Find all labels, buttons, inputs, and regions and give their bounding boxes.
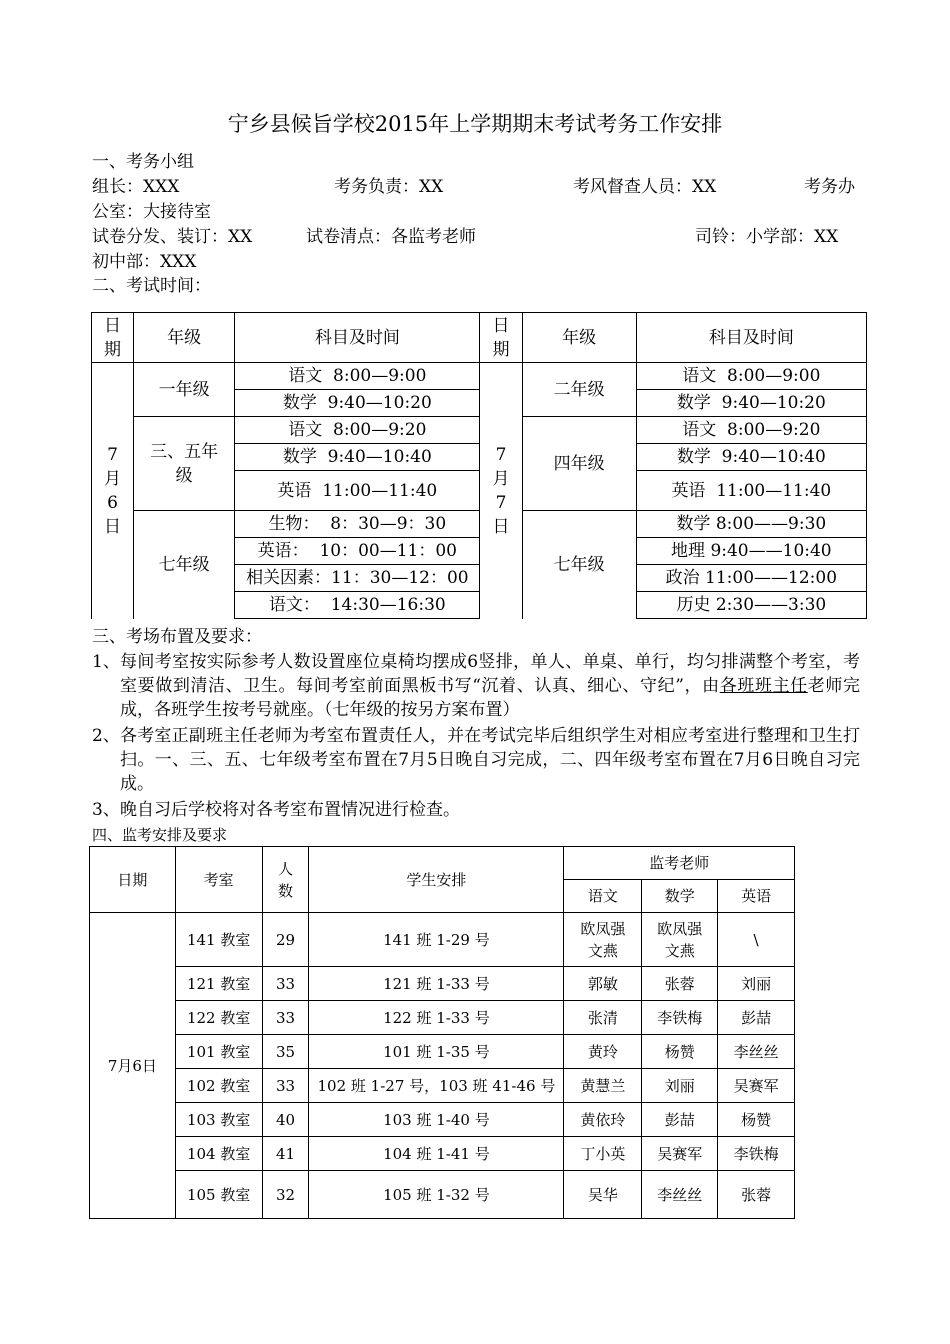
table-header-row — [92, 313, 867, 363]
requirement-1-num: 1、 — [92, 652, 120, 672]
section4-heading: 四、监考安排及要求 — [92, 826, 228, 844]
room-cell: 102 教室 — [175, 1069, 262, 1103]
bell-text: 司铃：小学部：XX — [695, 227, 839, 247]
students-cell: 121 班 1-33 号 — [309, 967, 564, 1001]
chinese-cell: 郭敏 — [564, 967, 642, 1001]
day2-row-1: 语文 8:00—9:00 — [636, 363, 866, 390]
day2-row-2: 数学 9:40—10:20 — [636, 390, 866, 417]
day1-row-4: 数学 9:40—10:40 — [235, 444, 480, 471]
chinese-cell-text: 欧凤强文燕 — [580, 919, 626, 960]
count-cell: 32 — [262, 1171, 309, 1219]
header-chinese: 语文 — [564, 880, 642, 913]
header-count-text: 人数 — [278, 859, 294, 900]
students-cell: 104 班 1-41 号 — [309, 1137, 564, 1171]
header-grade: 年级 — [134, 313, 235, 363]
requirement-1-body — [120, 650, 860, 722]
chinese-cell — [564, 913, 642, 967]
header-room: 考室 — [175, 847, 262, 913]
chinese-cell: 吴华 — [564, 1171, 642, 1219]
requirement-1-post: 老师完成，各班学生按考号就座。（七年级的按另方案布置） — [120, 676, 861, 720]
requirement-1 — [92, 650, 860, 722]
english-cell: 杨赞 — [718, 1103, 795, 1137]
header-date-2 — [480, 313, 522, 363]
header-english: 英语 — [718, 880, 795, 913]
day1-date — [92, 363, 134, 619]
math-cell-text: 欧凤强文燕 — [657, 919, 703, 960]
count-cell: 33 — [262, 967, 309, 1001]
day2-row-5: 英语 11:00—11:40 — [636, 471, 866, 511]
requirement-3 — [92, 798, 860, 822]
room-cell: 122 教室 — [175, 1001, 262, 1035]
table-row — [90, 1103, 795, 1137]
day1-row-3: 语文 8:00—9:20 — [235, 417, 480, 444]
room-cell: 121 教室 — [175, 967, 262, 1001]
day1-row-6: 生物： 8：30—9：30 — [235, 511, 480, 538]
section2-heading: 二、考试时间： — [92, 276, 211, 296]
room-cell: 141 教室 — [175, 913, 262, 967]
english-cell: 张蓉 — [718, 1171, 795, 1219]
english-cell: 李丝丝 — [718, 1035, 795, 1069]
header-date-text-2: 日期 — [492, 315, 510, 360]
count-cell: 33 — [262, 1069, 309, 1103]
day1-row-2: 数学 9:40—10:20 — [235, 390, 480, 417]
day2-grade2: 二年级 — [522, 363, 636, 417]
office-text-b: 公室：大接待室 — [92, 202, 211, 222]
requirement-2 — [92, 724, 860, 796]
room-cell: 103 教室 — [175, 1103, 262, 1137]
header-subject: 科目及时间 — [235, 313, 480, 363]
requirement-2-body: 各考室正副班主任老师为考室布置责任人，并在考试完毕后组织学生对相应考室进行整理和卫生打扫。一、三、五、七年级考室布置在7月5日晚自习完成，二、四年级考室布置在7月6日晚自习完成。 — [120, 726, 860, 794]
count-cell: 40 — [262, 1103, 309, 1137]
supervisor-text: 考风督查人员：XX — [573, 177, 717, 197]
header-math: 数学 — [642, 880, 718, 913]
day1-row-5: 英语 11:00—11:40 — [235, 471, 480, 511]
table-row — [90, 913, 795, 967]
requirement-1-underline: 各班班主任 — [719, 676, 808, 696]
day2-grade4: 四年级 — [522, 417, 636, 511]
header-students: 学生安排 — [309, 847, 564, 913]
office-text-a: 考务办 — [804, 177, 855, 197]
count-cell: 35 — [262, 1035, 309, 1069]
day1-grade1: 一年级 — [134, 363, 235, 417]
exam-time-table — [91, 312, 867, 619]
table-row — [90, 1137, 795, 1171]
section1-heading: 一、考务小组 — [92, 152, 194, 172]
header-grade-2: 年级 — [522, 313, 636, 363]
day2-grade7: 七年级 — [522, 511, 636, 619]
table-row — [92, 417, 867, 444]
day2-row-4: 数学 9:40—10:40 — [636, 444, 866, 471]
room-cell: 101 教室 — [175, 1035, 262, 1069]
day2-row-6: 数学 8:00——9:30 — [636, 511, 866, 538]
chinese-cell: 黄玲 — [564, 1035, 642, 1069]
count-cell: 33 — [262, 1001, 309, 1035]
math-cell: 李铁梅 — [642, 1001, 718, 1035]
day2-date-text: 7月7日 — [492, 444, 510, 537]
header-date: 日期 — [90, 847, 176, 913]
day1-grade35-text: 三、五年级 — [150, 441, 219, 486]
math-cell: 张蓉 — [642, 967, 718, 1001]
table-header-row — [90, 847, 795, 880]
chinese-cell: 张清 — [564, 1001, 642, 1035]
document-title: 宁乡县候旨学校2015年上学期期末考试考务工作安排 — [227, 112, 723, 136]
room-cell: 104 教室 — [175, 1137, 262, 1171]
english-cell: \ — [718, 913, 795, 967]
students-cell: 102 班 1-27 号，103 班 41-46 号 — [309, 1069, 564, 1103]
students-cell: 103 班 1-40 号 — [309, 1103, 564, 1137]
chinese-cell: 黄慧兰 — [564, 1069, 642, 1103]
leader-text: 组长：XXX — [92, 177, 180, 197]
day1-row-8: 相关因素：11：30—12：00 — [235, 565, 480, 592]
day1-grade7: 七年级 — [134, 511, 235, 619]
table-row — [90, 1171, 795, 1219]
proctor-date: 7月6日 — [90, 913, 176, 1219]
students-cell: 101 班 1-35 号 — [309, 1035, 564, 1069]
requirement-3-body: 晚自习后学校将对各考室布置情况进行检查。 — [120, 800, 460, 820]
section3-heading: 三、考场布置及要求： — [92, 627, 262, 647]
header-proctors: 监考老师 — [564, 847, 795, 880]
day1-grade35 — [134, 417, 235, 511]
table-row — [90, 1069, 795, 1103]
math-cell: 彭喆 — [642, 1103, 718, 1137]
day1-row-1: 语文 8:00—9:00 — [235, 363, 480, 390]
day2-row-7: 地理 9:40——10:40 — [636, 538, 866, 565]
english-cell: 吴赛军 — [718, 1069, 795, 1103]
day1-row-7: 英语： 10：00—11：00 — [235, 538, 480, 565]
requirement-3-num: 3、 — [92, 800, 120, 820]
distribution-text: 试卷分发、装订：XX — [92, 227, 253, 247]
math-cell: 杨赞 — [642, 1035, 718, 1069]
table-row — [90, 967, 795, 1001]
table-row — [92, 511, 867, 538]
count-cell: 41 — [262, 1137, 309, 1171]
chinese-cell: 丁小英 — [564, 1137, 642, 1171]
english-cell: 刘丽 — [718, 967, 795, 1001]
requirement-2-num: 2、 — [92, 726, 120, 746]
math-cell: 李丝丝 — [642, 1171, 718, 1219]
english-cell: 彭喆 — [718, 1001, 795, 1035]
header-date-text: 日期 — [104, 315, 122, 360]
table-row — [90, 1035, 795, 1069]
proctor-table — [89, 846, 795, 1219]
header-date — [92, 313, 134, 363]
middle-school-text: 初中部：XXX — [92, 252, 197, 272]
header-subject-2: 科目及时间 — [636, 313, 866, 363]
exam-head-text: 考务负责：XX — [334, 177, 444, 197]
day2-row-3: 语文 8:00—9:20 — [636, 417, 866, 444]
requirement-1-pre: 每间考室按实际参考人数设置座位桌椅均摆成6竖排，单人、单桌、单行，均匀排满整个考室，考室要做到清洁、卫生。每间考室前面黑板书写“沉着、认真、细心、守纪”，由 — [120, 652, 860, 696]
day2-date — [480, 363, 522, 619]
checking-text: 试卷清点：各监考老师 — [306, 227, 476, 247]
count-cell: 29 — [262, 913, 309, 967]
header-count — [262, 847, 309, 913]
math-cell: 吴赛军 — [642, 1137, 718, 1171]
english-cell: 李铁梅 — [718, 1137, 795, 1171]
day1-date-text: 7月6日 — [104, 444, 122, 537]
table-row — [92, 363, 867, 390]
students-cell: 122 班 1-33 号 — [309, 1001, 564, 1035]
chinese-cell: 黄依玲 — [564, 1103, 642, 1137]
students-cell: 105 班 1-32 号 — [309, 1171, 564, 1219]
day1-row-9: 语文： 14:30—16:30 — [235, 592, 480, 619]
table-row — [90, 1001, 795, 1035]
room-cell: 105 教室 — [175, 1171, 262, 1219]
students-cell: 141 班 1-29 号 — [309, 913, 564, 967]
math-cell — [642, 913, 718, 967]
math-cell: 刘丽 — [642, 1069, 718, 1103]
day2-row-8: 政治 11:00——12:00 — [636, 565, 866, 592]
day2-row-9: 历史 2:30——3:30 — [636, 592, 866, 619]
